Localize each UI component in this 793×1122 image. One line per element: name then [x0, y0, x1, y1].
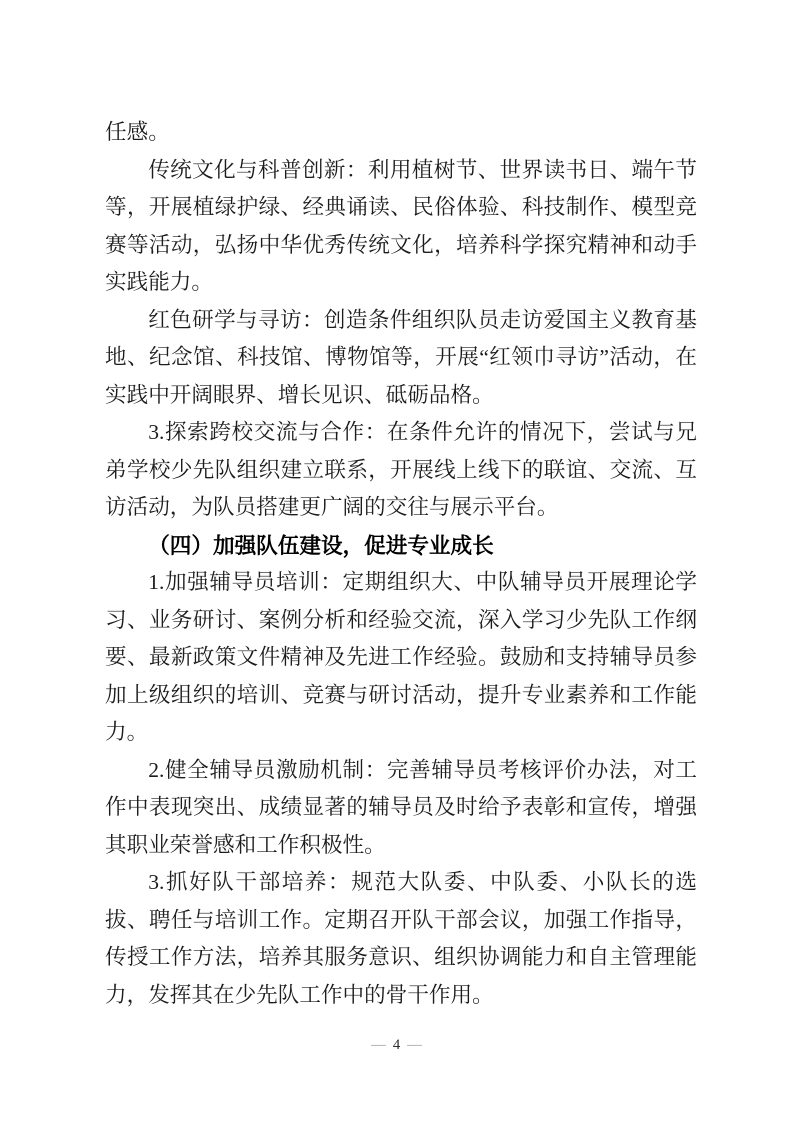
paragraph-item-3-cadre-cultivation: 3.抓好队干部培养：规范大队委、中队委、小队长的选拔、聘任与培训工作。定期召开队干部会议，加强工作指导，传授工作方法，培养其服务意识、组织协调能力和自主管理能力，发挥其在少先队工作中的骨干作用。: [105, 870, 697, 1007]
paragraph-item-1-counselor-training: 1.加强辅导员培训：定期组织大、中队辅导员开展理论学习、业务研讨、案例分析和经验交流，深入学习少先队工作纲要、最新政策文件精神及先进工作经验。鼓励和支持辅导员参加上级组织的培训、竞赛与研讨活动，提升专业素养和工作能力。: [105, 570, 697, 744]
document-body: [105, 114, 697, 1014]
footer-dash-right: —: [407, 1037, 422, 1053]
page-number: 4: [392, 1037, 401, 1053]
section-heading-team-building: （四）加强队伍建设，促进专业成长: [148, 532, 494, 558]
page-footer: [0, 1036, 793, 1054]
paragraph-item-2-counselor-incentive: 2.健全辅导员激励机制：完善辅导员考核评价办法，对工作中表现突出、成绩显著的辅导员及时给予表彰和宣传，增强其职业荣誉感和工作积极性。: [105, 757, 697, 857]
paragraph-traditional-culture: 传统文化与科普创新：利用植树节、世界读书日、端午节等，开展植绿护绿、经典诵读、民俗体验、科技制作、模型竞赛等活动，弘扬中华优秀传统文化，培养科学探究精神和动手实践能力。: [105, 157, 697, 294]
paragraph-continuation: 任感。: [105, 120, 170, 144]
paragraph-item-3-cross-school-exchange: 3.探索跨校交流与合作：在条件允许的情况下，尝试与兄弟学校少先队组织建立联系，开展线上线下的联谊、交流、互访活动，为队员搭建更广阔的交往与展示平台。: [105, 420, 697, 519]
footer-dash-left: —: [371, 1037, 386, 1053]
paragraph-red-study-tour: 红色研学与寻访：创造条件组织队员走访爱国主义教育基地、纪念馆、科技馆、博物馆等，开展“红领巾寻访”活动，在实践中开阔眼界、增长见识、砥砺品格。: [105, 307, 697, 407]
